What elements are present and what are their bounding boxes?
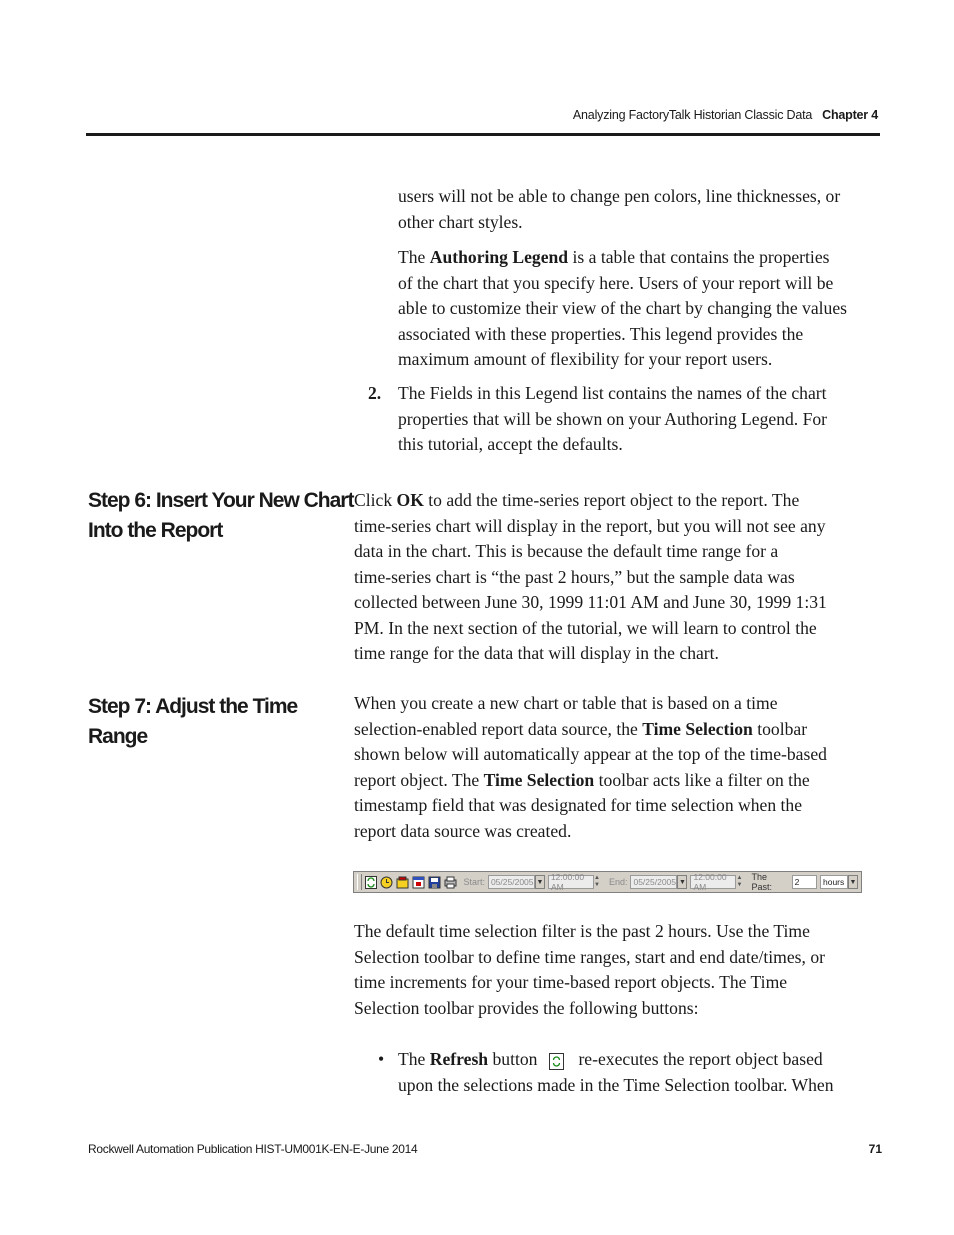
step2-text [398,381,827,458]
step2-line1: The Fields in this Legend list contains the names of the chart [398,383,827,403]
step6-line4: time-series chart is “the past 2 hours,” but the sample data was [354,566,795,587]
start-date-picker[interactable] [488,875,545,889]
para2-line5: maximum amount of flexibility for your report users. [398,349,773,369]
calendar-icon[interactable] [412,875,425,889]
step-number: 2. [368,383,382,403]
chevron-down-icon[interactable]: ▼ [848,875,858,889]
end-date-picker[interactable] [630,875,687,889]
step7-body [354,691,827,844]
header-chapter: Chapter 4 [822,108,878,122]
header-rule [86,133,880,136]
para-authoring-legend [398,245,847,373]
time-selection-term: Time Selection [642,718,753,739]
default-line2: Selection toolbar to define time ranges, start and end date/times, or [354,946,825,967]
ok-term: OK [396,490,424,510]
start-time-field[interactable]: 12:00:00 AM [548,875,594,889]
bullet-line1-mid: button [488,1049,538,1069]
spinner-icon[interactable]: ▲ ▼ [593,875,600,888]
step6-heading-line1: Step 6: Insert Your New Chart [88,489,354,512]
step2-line2: properties that will be shown on your Authoring Legend. For [398,408,828,429]
step7-line2-post: toolbar [752,718,808,739]
spinner-icon[interactable]: ▲ ▼ [736,875,743,888]
step6-line5: collected between June 30, 1999 11:01 AM and June 30, 1999 1:31 [354,592,827,612]
end-label: End: [608,877,628,887]
step7-line5: timestamp field that was designated for time selection when the [354,795,803,815]
bullet-text [398,1047,834,1098]
default-line4: Selection toolbar provides the following buttons: [354,997,699,1018]
para2-line1-pre: The [398,247,430,267]
authoring-legend-term: Authoring Legend [429,247,569,267]
bullet-refresh [378,1047,834,1095]
time-selection-toolbar [353,871,862,893]
step6-line1-pre: Click [354,490,397,510]
end-time-picker[interactable] [690,872,745,892]
unit-field[interactable]: hours [820,875,848,889]
toolbar-grip [357,874,362,890]
past-label: The Past: [751,872,772,892]
step6-line6: PM. In the next section of the tutorial, we will learn to control the [354,617,817,638]
step6-line2: time-series chart will display in the report, but you will not see any [354,515,826,536]
header-title: Analyzing FactoryTalk Historian Classic Data [572,108,813,122]
refresh-icon[interactable] [365,875,378,889]
end-date-field[interactable]: 05/25/2005 [630,875,677,889]
step7-line1: When you create a new chart or table that is based on a time [354,693,778,713]
chevron-down-icon[interactable]: ▼ [677,875,687,889]
start-label: Start: [463,877,485,887]
step6-line7: time range for the data that will display in the chart. [354,643,719,663]
refresh-icon [549,1053,564,1070]
step6-heading [88,486,353,546]
bullet-line1-post: re-executes the report object based [578,1049,823,1069]
para1-line1: users will not be able to change pen colors, line thicknesses, or [398,186,841,206]
footer-publication: Rockwell Automation Publication HIST-UM001K-EN-E-June 2014 [88,1142,418,1156]
refresh-term: Refresh [429,1049,489,1069]
para-continuation [398,184,840,235]
past-value-field[interactable]: 2 [792,875,817,889]
print-icon[interactable] [444,875,457,889]
bullet-line2: upon the selections made in the Time Selection toolbar. When [398,1074,834,1095]
step7-heading-line1: Step 7: Adjust the Time [88,695,298,718]
start-date-field[interactable]: 05/25/2005 [488,875,535,889]
step7-heading [88,692,297,752]
bullet-marker: • [378,1049,385,1069]
alarm-icon[interactable] [396,875,409,889]
para1-line2: other chart styles. [398,211,523,232]
para2-line3: able to customize their view of the chart by changing the values [398,298,847,318]
step6-line1-post: to add the time-series report object to the report. The [423,490,800,510]
step7-line6: report data source was created. [354,820,572,841]
step7-line4-pre: report object. The [354,769,484,790]
step6-line3: data in the chart. This is because the default time range for a [354,541,779,561]
end-time-field[interactable]: 12:00:00 AM [690,875,736,889]
save-icon[interactable] [428,875,441,889]
default-line3: time increments for your time-based report objects. The Time [354,972,788,992]
step7-line4-post: toolbar acts like a filter on the [594,769,810,790]
step6-heading-line2: Into the Report [88,519,223,542]
step7-line2-pre: selection-enabled report data source, the [354,718,643,739]
step2-line3: this tutorial, accept the defaults. [398,434,623,454]
unit-select[interactable] [820,875,858,889]
para2-line4: associated with these properties. This legend provides the [398,323,804,344]
step7-heading-line2: Range [88,725,148,748]
time-selection-term: Time Selection [483,769,595,790]
step6-body [354,488,827,667]
start-time-picker[interactable] [548,872,603,892]
chevron-down-icon[interactable]: ▼ [535,875,545,889]
running-header [573,108,878,122]
clock-icon[interactable] [380,875,393,889]
bullet-line1-pre: The [398,1049,430,1069]
page-number: 71 [868,1142,882,1156]
para-default-filter [354,919,825,1021]
para2-line1-post: is a table that contains the properties [568,247,830,267]
para2-line2: of the chart that you specify here. Users of your report will be [398,272,834,293]
default-line1: The default time selection filter is the past 2 hours. Use the Time [354,921,810,941]
step7-line3: shown below will automatically appear at the top of the time-based [354,744,827,764]
